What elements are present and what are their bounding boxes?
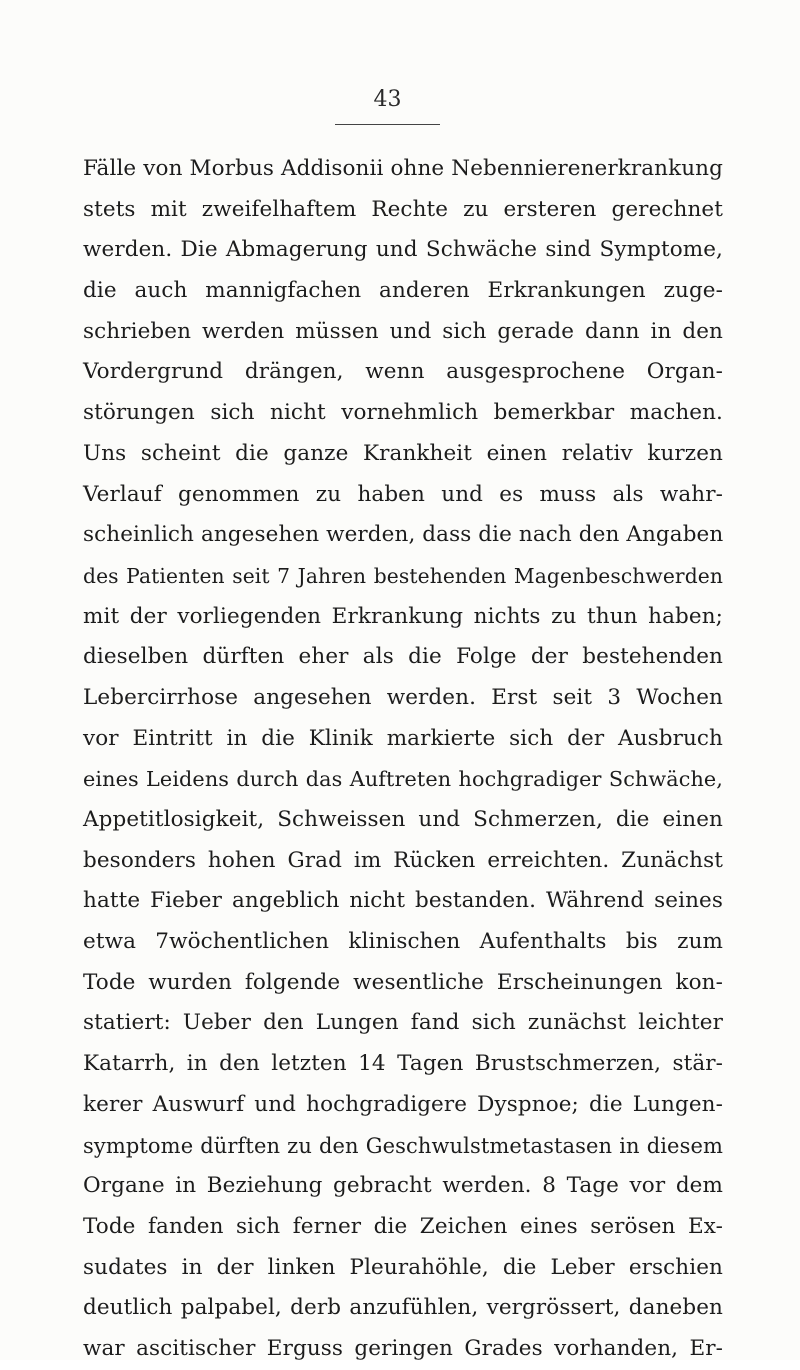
text-line: Appetitlosigkeit, Schweissen und Schmerzen, die einen (83, 807, 723, 832)
text-line: scheinlich angesehen werden, dass die nach den Angaben (83, 522, 724, 548)
text-line: kerer Auswurf und hochgradigere Dyspnoe; die Lungen- (83, 1091, 723, 1117)
text-line: die auch mannigfachen anderen Erkrankungen zuge- (83, 278, 723, 304)
text-line: schrieben werden müssen und sich gerade dann in den (83, 318, 723, 344)
text-line: stets mit zweifelhaftem Rechte zu ersteren gerechnet (83, 196, 723, 222)
text-line: Uns scheint die ganze Krankheit einen relativ kurzen (83, 440, 723, 466)
text-line: störungen sich nicht vornehmlich bemerkbar machen. (83, 400, 723, 426)
text-line: Organe in Beziehung gebracht werden. 8 Tage vor dem (83, 1173, 723, 1199)
text-line: dieselben dürften eher als die Folge der bestehenden (83, 644, 723, 670)
page-number-rule (335, 124, 440, 125)
text-line: symptome dürften zu den Geschwulstmetastasen in diesem (83, 1133, 723, 1158)
body-text (83, 149, 723, 1370)
text-line: Tode fanden sich ferner die Zeichen eines serösen Ex- (83, 1213, 723, 1239)
text-line: statiert: Ueber den Lungen fand sich zunächst leichter (83, 1010, 723, 1036)
text-line: vor Eintritt in die Klinik markierte sich der Ausbruch (83, 725, 723, 751)
text-line: deutlich palpabel, derb anzufühlen, vergrössert, daneben (83, 1295, 723, 1321)
text-line: Verlauf genommen zu haben und es muss als wahr- (83, 481, 723, 507)
text-line: Katarrh, in den letzten 14 Tagen Brustschmerzen, stär- (83, 1051, 723, 1077)
text-line: eines Leidens durch das Auftreten hochgradiger Schwäche, (83, 767, 723, 792)
text-line: Lebercirrhose angesehen werden. Erst seit 3 Wochen (83, 684, 723, 710)
text-line: etwa 7wöchentlichen klinischen Aufenthalts bis zum (83, 929, 723, 955)
page-number: 43 (373, 87, 402, 112)
text-line: sudates in der linken Pleurahöhle, die Leber erschien (83, 1254, 723, 1280)
text-line: des Patienten seit 7 Jahren bestehenden Magenbeschwerden (83, 563, 723, 588)
text-line: besonders hohen Grad im Rücken erreichten. Zunächst (83, 847, 723, 873)
text-line: mit der vorliegenden Erkrankung nichts zu thun haben; (83, 603, 723, 629)
text-line: Tode wurden folgende wesentliche Erscheinungen kon- (83, 969, 723, 995)
text-line: Fälle von Morbus Addisonii ohne Nebennierenerkrankung (83, 156, 723, 181)
text-line: hatte Fieber angeblich nicht bestanden. Während seines (83, 888, 723, 914)
text-line: Vordergrund drängen, wenn ausgesprochene Organ- (83, 359, 723, 385)
text-line: werden. Die Abmagerung und Schwäche sind Symptome, (83, 237, 723, 263)
text-line: war ascitischer Erguss geringen Grades vorhanden, Er- (83, 1335, 723, 1361)
